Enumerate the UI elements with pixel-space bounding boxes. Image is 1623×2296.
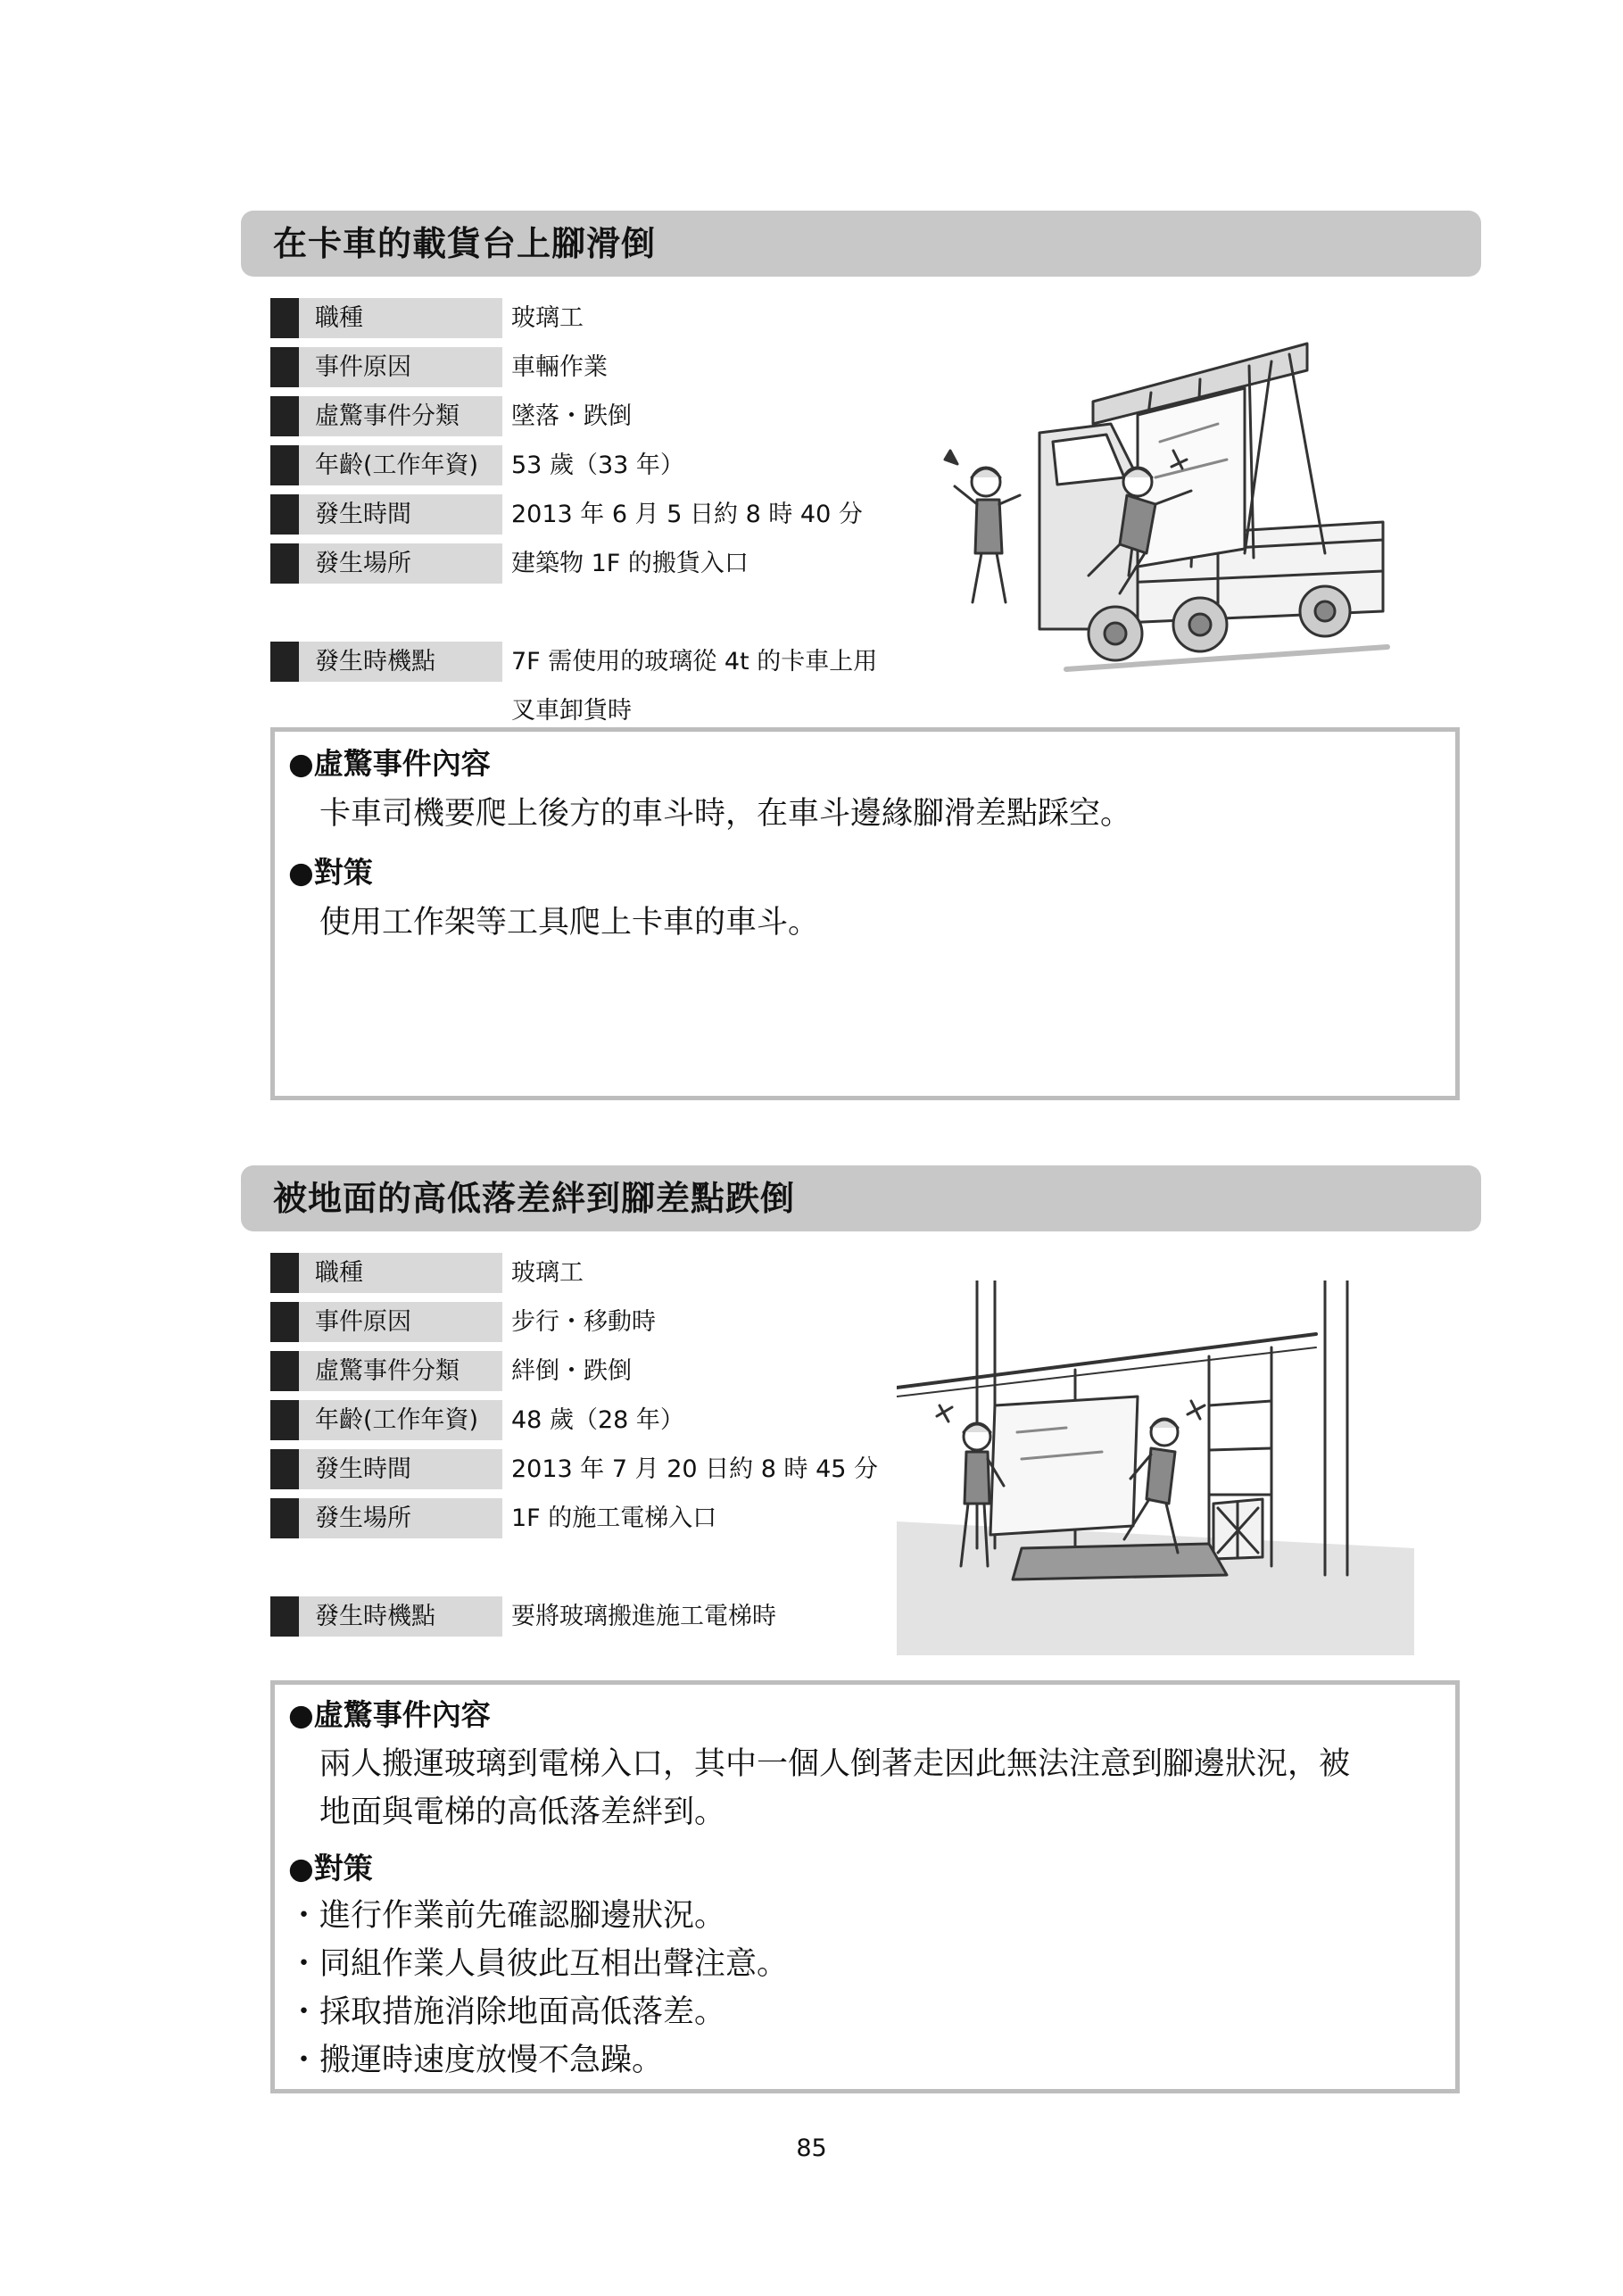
case2-content-line2: 地面與電梯的高低落差絆到。 <box>319 1795 726 1830</box>
row-marker <box>270 543 299 584</box>
row-label: 發生場所 <box>299 1498 502 1538</box>
row-marker <box>270 396 299 436</box>
case2-content-line1: 兩人搬運玻璃到電梯入口，其中一個人倒著走因此無法注意到腳邊狀況，被 <box>319 1746 1351 1782</box>
row-marker <box>270 347 299 387</box>
truck-glass-illustration <box>932 317 1405 700</box>
row-marker <box>270 445 299 485</box>
row-label: 事件原因 <box>299 1302 502 1342</box>
row-marker <box>270 1302 299 1342</box>
case2-title-bar <box>241 1165 1481 1231</box>
row-value: 玻璃工 <box>511 1259 584 1287</box>
case1-measure-heading: ●對策 <box>288 855 373 890</box>
row-label: 年齡(工作年資) <box>299 445 502 485</box>
page-number: 85 <box>796 2134 827 2162</box>
row-marker <box>270 1253 299 1293</box>
case2-title: 被地面的高低落差絆到腳差點跌倒 <box>273 1179 796 1218</box>
row-value: 車輛作業 <box>511 353 608 381</box>
case2-measure-item: ・進行作業前先確認腳邊狀況。 <box>288 1898 726 1934</box>
row-value: 墜落・跌倒 <box>511 402 632 430</box>
row-marker <box>270 1449 299 1489</box>
case2-measure-heading: ●對策 <box>288 1851 373 1886</box>
row-value: 建築物 1F 的搬貨入口 <box>511 550 749 577</box>
row-value: 玻璃工 <box>511 304 584 332</box>
row-marker <box>270 494 299 535</box>
case2-content-heading: ●虛驚事件內容 <box>288 1697 491 1732</box>
case1-measure-text: 使用工作架等工具爬上卡車的車斗。 <box>319 905 820 941</box>
case2-detail-box <box>270 1680 1460 2093</box>
elevator-glass-illustration <box>897 1281 1414 1655</box>
row-label: 發生時機點 <box>299 1596 502 1637</box>
row-label: 虛驚事件分類 <box>299 1351 502 1391</box>
case1-content-heading: ●虛驚事件內容 <box>288 746 491 781</box>
row-label: 發生時間 <box>299 494 502 535</box>
row-marker <box>270 1351 299 1391</box>
row-marker <box>270 298 299 338</box>
row-label: 發生時間 <box>299 1449 502 1489</box>
case2-measure-item: ・同組作業人員彼此互相出聲注意。 <box>288 1946 789 1982</box>
case1-title-bar <box>241 211 1481 277</box>
row-value: 要將玻璃搬進施工電梯時 <box>511 1603 776 1630</box>
row-marker <box>270 1596 299 1637</box>
case1-detail-box <box>270 727 1460 1100</box>
row-value: 1F 的施工電梯入口 <box>511 1504 717 1532</box>
row-value: 48 歲（28 年） <box>511 1406 684 1434</box>
row-marker <box>270 642 299 682</box>
row-value: 2013 年 7 月 20 日約 8 時 45 分 <box>511 1455 879 1483</box>
row-value: 步行・移動時 <box>511 1308 656 1336</box>
row-label: 虛驚事件分類 <box>299 396 502 436</box>
row-label: 事件原因 <box>299 347 502 387</box>
case2-measure-item: ・採取措施消除地面高低落差。 <box>288 1994 726 2030</box>
row-marker <box>270 1498 299 1538</box>
row-value-cont: 叉車卸貨時 <box>511 697 632 725</box>
row-value: 絆倒・跌倒 <box>511 1357 632 1385</box>
row-label: 發生時機點 <box>299 642 502 682</box>
row-value: 2013 年 6 月 5 日約 8 時 40 分 <box>511 501 863 528</box>
row-label: 職種 <box>299 1253 502 1293</box>
row-value: 7F 需使用的玻璃從 4t 的卡車上用 <box>511 648 878 676</box>
case1-content-text: 卡車司機要爬上後方的車斗時，在車斗邊緣腳滑差點踩空。 <box>319 796 1132 832</box>
row-label: 年齡(工作年資) <box>299 1400 502 1440</box>
case2-measure-item: ・搬運時速度放慢不急躁。 <box>288 2043 664 2078</box>
row-value: 53 歲（33 年） <box>511 452 684 479</box>
row-marker <box>270 1400 299 1440</box>
case1-title: 在卡車的載貨台上腳滑倒 <box>273 224 657 263</box>
row-label: 職種 <box>299 298 502 338</box>
row-label: 發生場所 <box>299 543 502 584</box>
